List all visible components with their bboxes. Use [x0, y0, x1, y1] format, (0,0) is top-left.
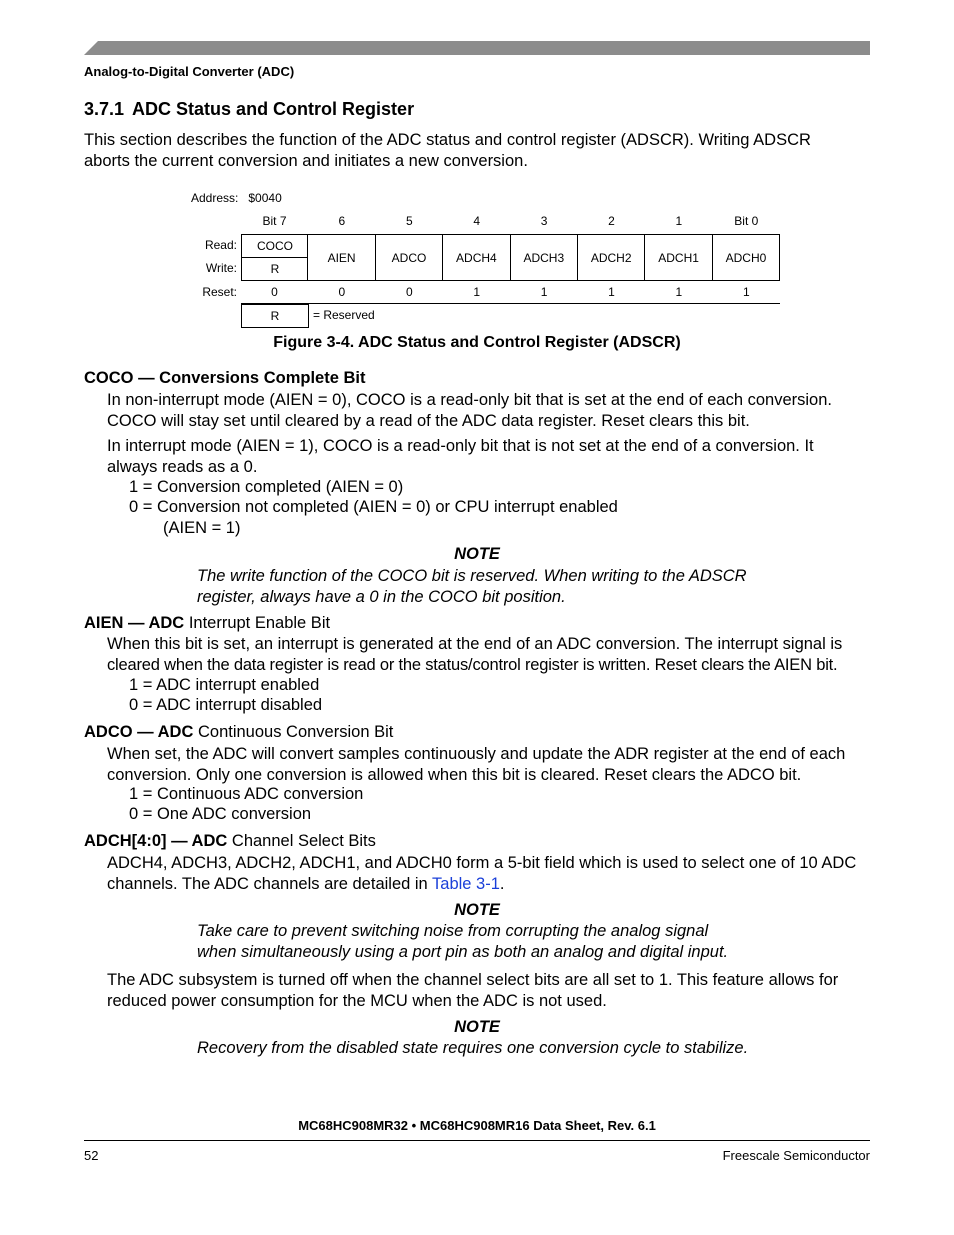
reset-value: 1 [540, 285, 548, 299]
coco-p1-line-1: In non-interrupt mode (AIEN = 0), COCO is a read-only bit that is set at the end of each conversion. [107, 391, 832, 409]
register-address [191, 191, 282, 205]
reset-value: 1 [473, 285, 481, 299]
register-bit-cell: ADCH0 [712, 234, 780, 281]
coco-note-body [197, 566, 837, 607]
adch-line-2-text: channels. The ADC channels are detailed in [107, 874, 433, 893]
register-bit-cell: ADCO [375, 234, 443, 281]
reset-row-label: Reset: [202, 285, 237, 299]
adch-paragraph-2 [107, 970, 877, 1011]
adch-note-2-body: Recovery from the disabled state requires one conversion cycle to stabilize. [197, 1039, 749, 1057]
coco-p2-line-1: In interrupt mode (AIEN = 1), COCO is a read-only bit that is not set at the end of a conversion. It [107, 437, 814, 455]
coco-p2-line-2: always reads as a 0. [107, 457, 258, 476]
coco-note-line-2: register, always have a 0 in the COCO bit position. [197, 587, 566, 606]
aien-line-2: cleared when the data register is read or the status/control register is written. Reset clears the AIEN bit. [107, 655, 838, 674]
legend-reserved-box: R [241, 304, 309, 328]
register-bit-cell: ADCH1 [644, 234, 712, 281]
adco-heading [84, 723, 393, 742]
register-bit-cell: AIEN [307, 234, 375, 281]
adch-line-2-end: . [499, 874, 505, 893]
bit-number: 5 [405, 214, 413, 228]
reset-row-rule [241, 303, 780, 304]
adch-heading-bold: ADCH[4:0] — ADC [84, 832, 228, 850]
aien-heading-bold: AIEN — ADC [84, 614, 185, 632]
aien-line-1: When this bit is set, an interrupt is generated at the end of an ADC conversion. The interrupt signal is [107, 635, 843, 653]
bit-number: 1 [675, 214, 683, 228]
adch-note-1-title: NOTE [454, 901, 500, 919]
address-value: $0040 [248, 191, 282, 205]
coco-value-0: 0 = Conversion not completed (AIEN = 0) or CPU interrupt enabled [129, 498, 618, 516]
adco-value-1: 1 = Continuous ADC conversion [129, 785, 364, 803]
adco-line-2: conversion. Only one conversion is allowed when this bit is cleared. Reset clears the ADCO bit. [107, 765, 802, 784]
read-row-label: Read: [204, 238, 237, 252]
bit-number: Bit 7 [262, 214, 287, 228]
adch-heading [84, 832, 376, 851]
adco-paragraph [107, 744, 877, 785]
intro-line-1: This section describes the function of the ADC status and control register (ADSCR). Writing ADSCR [84, 131, 811, 149]
coco-value-0-continued: (AIEN = 1) [163, 519, 241, 537]
coco-read-cell: COCO [241, 234, 309, 258]
coco-write-cell: R [241, 257, 309, 281]
coco-paragraph-2 [107, 436, 877, 477]
aien-heading-rest: Interrupt Enable Bit [184, 614, 331, 632]
legend-reserved-text: = Reserved [313, 308, 375, 322]
reset-value: 0 [405, 285, 413, 299]
adch-note-1-line-1: Take care to prevent switching noise from corrupting the analog signal [197, 922, 709, 940]
intro-paragraph [84, 130, 874, 171]
coco-paragraph-1 [107, 390, 877, 431]
adco-heading-rest: Continuous Conversion Bit [193, 723, 394, 741]
adch-note-1-body [197, 921, 837, 962]
reset-value: 0 [338, 285, 346, 299]
reset-value: 0 [271, 285, 278, 299]
section-number: 3.7.1 [84, 99, 125, 119]
coco-p1-line-2: COCO will stay set until cleared by a read of the ADC data register. Reset clears this bit. [107, 411, 750, 430]
register-bit-cell: ADCH2 [577, 234, 645, 281]
page-number: 52 [84, 1148, 99, 1163]
bit-number: 2 [608, 214, 615, 228]
coco-heading: COCO — Conversions Complete Bit [84, 369, 366, 387]
aien-value-0: 0 = ADC interrupt disabled [129, 696, 323, 714]
write-row-label: Write: [205, 261, 237, 275]
adch-note-2-title: NOTE [454, 1018, 500, 1036]
bit-number: 4 [473, 214, 481, 228]
register-bit-cell: ADCH3 [510, 234, 578, 281]
bit-number: 6 [338, 214, 346, 228]
register-bit-cell: ADCH4 [442, 234, 510, 281]
coco-note-title: NOTE [454, 545, 500, 563]
adch-p2-line-1: The ADC subsystem is turned off when the channel select bits are all set to 1. This feature allows for [107, 971, 839, 989]
header-bar [84, 41, 870, 55]
adco-heading-bold: ADCO — ADC [84, 723, 194, 741]
adch-line-1: ADCH4, ADCH3, ADCH2, ADCH1, and ADCH0 form a 5-bit field which is used to select one of 10 ADC [107, 854, 857, 872]
bit-number: 3 [540, 214, 548, 228]
aien-paragraph [107, 634, 882, 675]
table-3-1-link[interactable]: Table 3-1 [432, 874, 500, 893]
address-label: Address: [191, 191, 239, 205]
coco-value-1: 1 = Conversion completed (AIEN = 0) [129, 478, 404, 496]
adch-p2-line-2: reduced power consumption for the MCU when the ADC is not used. [107, 991, 607, 1010]
adch-heading-rest: Channel Select Bits [227, 832, 376, 850]
coco-note-line-1: The write function of the COCO bit is reserved. When writing to the ADSCR [197, 567, 747, 585]
adch-note-1-line-2: when simultaneously using a port pin as both an analog and digital input. [197, 942, 729, 961]
adco-line-1: When set, the ADC will convert samples continuously and update the ADR register at the end of each [107, 745, 846, 763]
reset-value: 1 [675, 285, 683, 299]
footer-rule [84, 1140, 870, 1141]
footer-title: MC68HC908MR32 • MC68HC908MR16 Data Sheet, Rev. 6.1 [298, 1118, 656, 1133]
section-title-text: ADC Status and Control Register [132, 99, 415, 119]
figure-caption: Figure 3-4. ADC Status and Control Register (ADSCR) [273, 334, 681, 351]
company-name: Freescale Semiconductor [722, 1148, 870, 1163]
reset-value: 1 [608, 285, 615, 299]
intro-line-2: aborts the current conversion and initiates a new conversion. [84, 151, 528, 170]
adch-paragraph [107, 853, 877, 894]
aien-value-1: 1 = ADC interrupt enabled [129, 676, 320, 694]
aien-heading [84, 614, 330, 633]
running-head: Analog-to-Digital Converter (ADC) [84, 64, 295, 79]
reset-value: 1 [742, 285, 750, 299]
adco-value-0: 0 = One ADC conversion [129, 805, 312, 823]
bit-number: Bit 0 [734, 214, 759, 228]
section-title [84, 99, 414, 120]
adch-line-2 [107, 874, 877, 895]
